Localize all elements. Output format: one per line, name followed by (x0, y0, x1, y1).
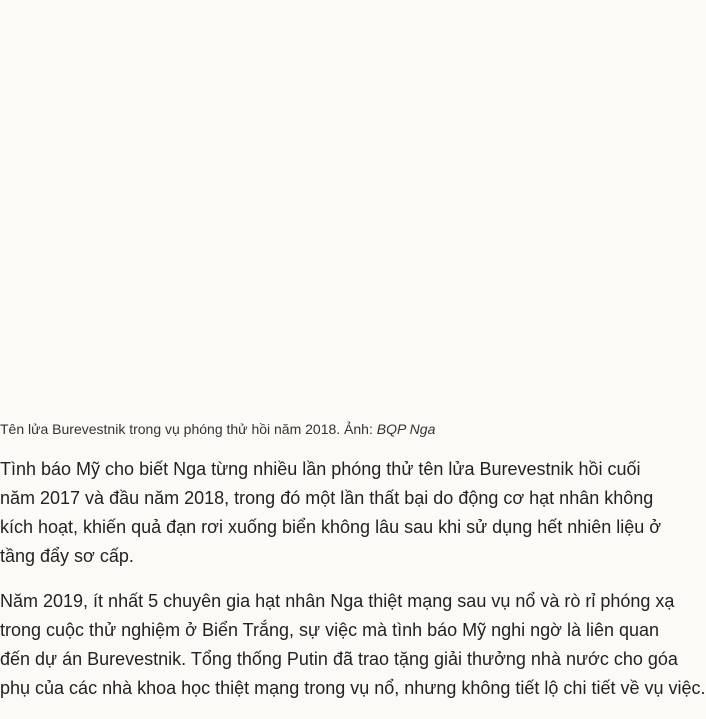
paragraph-line: Năm 2019, ít nhất 5 chuyên gia hạt nhân Nga thiệt mạng sau vụ nổ và rò rỉ phóng xạ (0, 591, 675, 611)
caption-text: Tên lửa Burevestnik trong vụ phóng thử hồi năm 2018. Ảnh: (0, 421, 377, 437)
photo-caption (0, 420, 680, 438)
paragraph-line: kích hoạt, khiến quả đạn rơi xuống biển không lâu sau khi sử dụng hết nhiên liệu ở (0, 517, 662, 537)
paragraph-line: đến dự án Burevestnik. Tổng thống Putin đã trao tặng giải thưởng nhà nước cho góa (0, 649, 678, 669)
article-paragraph-1 (0, 455, 680, 571)
article-paragraph-2 (0, 587, 706, 703)
article-body (0, 455, 706, 719)
paragraph-line: trong cuộc thử nghiệm ở Biển Trắng, sự việc mà tình báo Mỹ nghi ngờ là liên quan (0, 620, 660, 640)
paragraph-line: phụ của các nhà khoa học thiệt mạng trong vụ nổ, nhưng không tiết lộ chi tiết về vụ việc. (0, 678, 706, 698)
caption-credit: BQP Nga (376, 421, 436, 437)
paragraph-line: Tình báo Mỹ cho biết Nga từng nhiều lần phóng thử tên lửa Burevestnik hồi cuối (0, 459, 641, 479)
paragraph-line: năm 2017 và đầu năm 2018, trong đó một lần thất bại do động cơ hạt nhân không (0, 488, 654, 508)
paragraph-line: tầng đẩy sơ cấp. (0, 546, 134, 566)
